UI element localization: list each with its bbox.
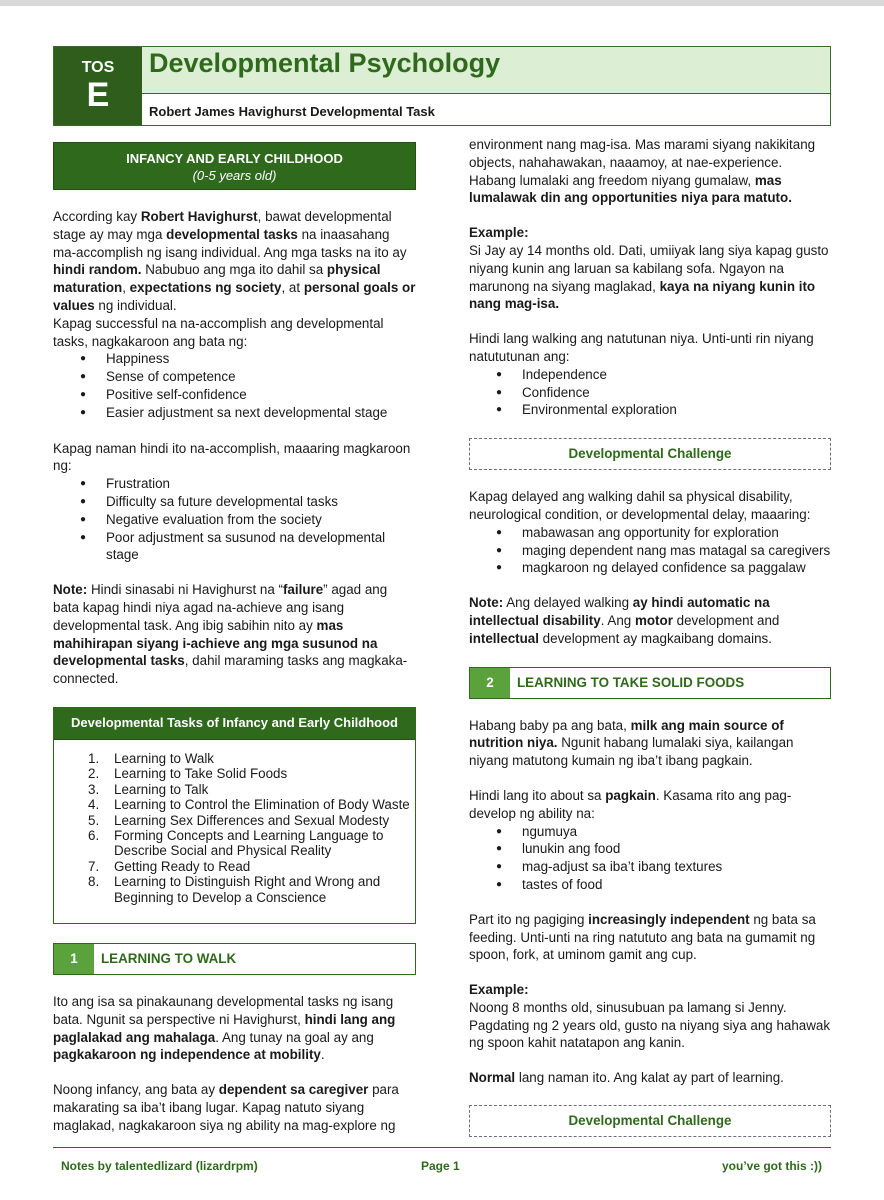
list-item: 3. Learning to Talk xyxy=(88,781,209,797)
example-2: Example: Noong 8 months old, sinusubuan pa lamang si Jenny. Pagdating ng 2 years old, gusto na niyang siya ang hahawak ng spoon kahit natatapon ang kanin. xyxy=(469,982,831,1051)
page-header xyxy=(53,46,831,126)
list-item: 6. Forming Concepts and Learning Language to Describe Social and Physical Reality xyxy=(88,827,384,859)
page-subtitle: Robert James Havighurst Developmental Task xyxy=(149,104,435,119)
list-item: 8. Learning to Distinguish Right and Wrong and Beginning to Develop a Conscience xyxy=(88,874,381,905)
fail-lead: Kapag naman hindi ito na-accomplish, maaaring magkaroon ng: xyxy=(53,440,411,474)
tos-letter: E xyxy=(86,76,110,114)
list-item: ● Frustration xyxy=(53,475,416,493)
list-item: ● Environmental exploration xyxy=(469,401,831,419)
walk-paragraph-1: Ito ang isa sa pinakaunang developmental tasks ng isang bata. Ngunit sa perspective ni Havighurst, hindi lang ang paglalakad ang mahalaga. Ang tunay na goal ay ang pagkakaroon ng independence at mobility. xyxy=(53,993,396,1063)
food-paragraph-1: Habang baby pa ang bata, milk ang main source of nutrition niya. Ngunit habang lumalaki siya, kailangan niyang matutong kumain ng iba’t ibang pagkain. xyxy=(469,717,794,769)
section-heading-age-range: (0-5 years old) xyxy=(192,168,277,183)
delayed-lead: Kapag delayed ang walking dahil sa physical disability, neurological condition, or developmental delay, maaaring: xyxy=(469,489,811,522)
section-heading-title: INFANCY AND EARLY CHILDHOOD xyxy=(126,151,343,166)
list-item: ● Independence xyxy=(469,366,831,384)
footer-divider xyxy=(53,1147,831,1148)
page-title: Developmental Psychology xyxy=(142,47,830,94)
tos-label: TOS xyxy=(81,59,115,76)
list-item: 4. Learning to Control the Elimination of Body Waste xyxy=(88,797,410,813)
list-item: ● Sense of competence xyxy=(53,368,416,386)
section-bar-title: LEARNING TO TAKE SOLID FOODS xyxy=(517,674,745,690)
list-item: 2. Learning to Take Solid Foods xyxy=(88,766,288,782)
list-item: ● Difficulty sa future developmental tasks xyxy=(53,493,416,511)
food-paragraph-3: Part ito ng pagiging increasingly independent ng bata sa feeding. Unti-unti na ring natututo ang bata na gumamit ng spoon, fork, at uminom gamit ang cup. xyxy=(469,911,816,963)
list-item: ● Easier adjustment sa next developmental stage xyxy=(53,404,416,422)
list-item: ● mabawasan ang opportunity for exploration xyxy=(469,524,831,542)
normal-paragraph: Normal lang naman ito. Ang kalat ay part of learning. xyxy=(469,1070,784,1086)
note-paragraph-2: Note: Ang delayed walking ay hindi automatic na intellectual disability. Ang motor development and intellectual development ay magkaibang domains. xyxy=(469,595,780,646)
intro-paragraph: According kay Robert Havighurst, bawat developmental stage ay may mga developmental tasks na inaasahang ma-accomplish ng isang individual. Ang mga tasks na ito ay hindi random. Nabubuo ang mga ito dahil sa physical maturation, expectations ng society, at personal goals or values ng individual. xyxy=(53,209,416,313)
learned-lead: Hindi lang walking ang natutunan niya. Unti-unti rin niyang natututunan ang: xyxy=(469,331,814,364)
footer-tagline: you’ve got this :)) xyxy=(722,1159,822,1173)
developmental-challenge-box-1: Developmental Challenge xyxy=(469,438,831,470)
tasks-list xyxy=(54,751,415,905)
footer-page-number: Page 1 xyxy=(421,1159,460,1173)
tos-badge xyxy=(54,47,142,125)
list-item: ● mag-adjust sa iba’t ibang textures xyxy=(469,858,831,876)
developmental-challenge-box-2: Developmental Challenge xyxy=(469,1105,831,1137)
learned-list xyxy=(469,366,831,419)
delayed-list xyxy=(469,524,831,577)
left-column xyxy=(53,140,416,1135)
success-list xyxy=(53,350,416,421)
section-heading-infancy xyxy=(53,142,416,190)
list-item: ● tastes of food xyxy=(469,876,831,894)
section-number: 2 xyxy=(470,668,510,698)
list-item: 7. Getting Ready to Read xyxy=(88,858,251,874)
list-item: 1. Learning to Walk xyxy=(88,750,214,766)
list-item: ● magkaroon ng delayed confidence sa paggalaw xyxy=(469,559,831,577)
tasks-box-title: Developmental Tasks of Infancy and Early Childhood xyxy=(54,708,415,740)
walk-paragraph-2: Noong infancy, ang bata ay dependent sa caregiver para makarating sa iba’t ibang lugar. Kapag natuto siyang maglakad, nagkakaroon siya ng ability na mag-explore ng xyxy=(53,1082,399,1133)
list-item: ● Poor adjustment sa susunod na developmental stage xyxy=(53,529,416,565)
list-item: ● lunukin ang food xyxy=(469,840,831,858)
list-item: ● Happiness xyxy=(53,350,416,368)
top-border xyxy=(0,0,884,6)
section-bar-title: LEARNING TO WALK xyxy=(101,950,237,966)
continued-paragraph: environment nang mag-isa. Mas marami siyang nakikitang objects, nahahawakan, naaamoy, at nae-experience. Habang lumalaki ang freedom niyang gumalaw, mas lumalawak din ang opportunities niya para matuto. xyxy=(469,137,816,206)
right-column xyxy=(469,136,831,1137)
tasks-box xyxy=(53,707,416,924)
example-1: Example: Si Jay ay 14 months old. Dati, umiiyak lang siya kapag gusto niyang kunin ang laruan sa kabilang sofa. Ngayon na marunong na siyang maglakad, kaya na niyang kunin ito nang mag-isa. xyxy=(469,225,829,312)
success-lead: Kapag successful na na-accomplish ang developmental tasks, nagkakaroon ang bata ng: xyxy=(53,315,384,349)
list-item: 5. Learning Sex Differences and Sexual Modesty xyxy=(88,812,390,828)
food-list xyxy=(469,823,831,894)
footer-credit: Notes by talentedlizard (lizardrpm) xyxy=(61,1159,258,1173)
section-number: 1 xyxy=(54,944,94,974)
list-item: ● maging dependent nang mas matagal sa caregivers xyxy=(469,542,831,560)
note-paragraph: Note: Hindi sinasabi ni Havighurst na “failure” agad ang bata kapag hindi niya agad na-achieve ang isang developmental task. Ang ibig sabihin nito ay mas mahihirapan siyang i-achieve ang mga susunod na developmental tasks, dahil maraming tasks ang magkaka-connected. xyxy=(53,582,408,687)
fail-list xyxy=(53,475,416,564)
section-bar-learning-solid-foods xyxy=(469,667,831,699)
list-item: ● Negative evaluation from the society xyxy=(53,511,416,529)
section-bar-learning-to-walk xyxy=(53,943,416,975)
list-item: ● Confidence xyxy=(469,384,831,402)
food-paragraph-2: Hindi lang ito about sa pagkain. Kasama rito ang pag-develop ng ability na: xyxy=(469,787,792,821)
list-item: ● Positive self-confidence xyxy=(53,386,416,404)
list-item: ● ngumuya xyxy=(469,823,831,841)
